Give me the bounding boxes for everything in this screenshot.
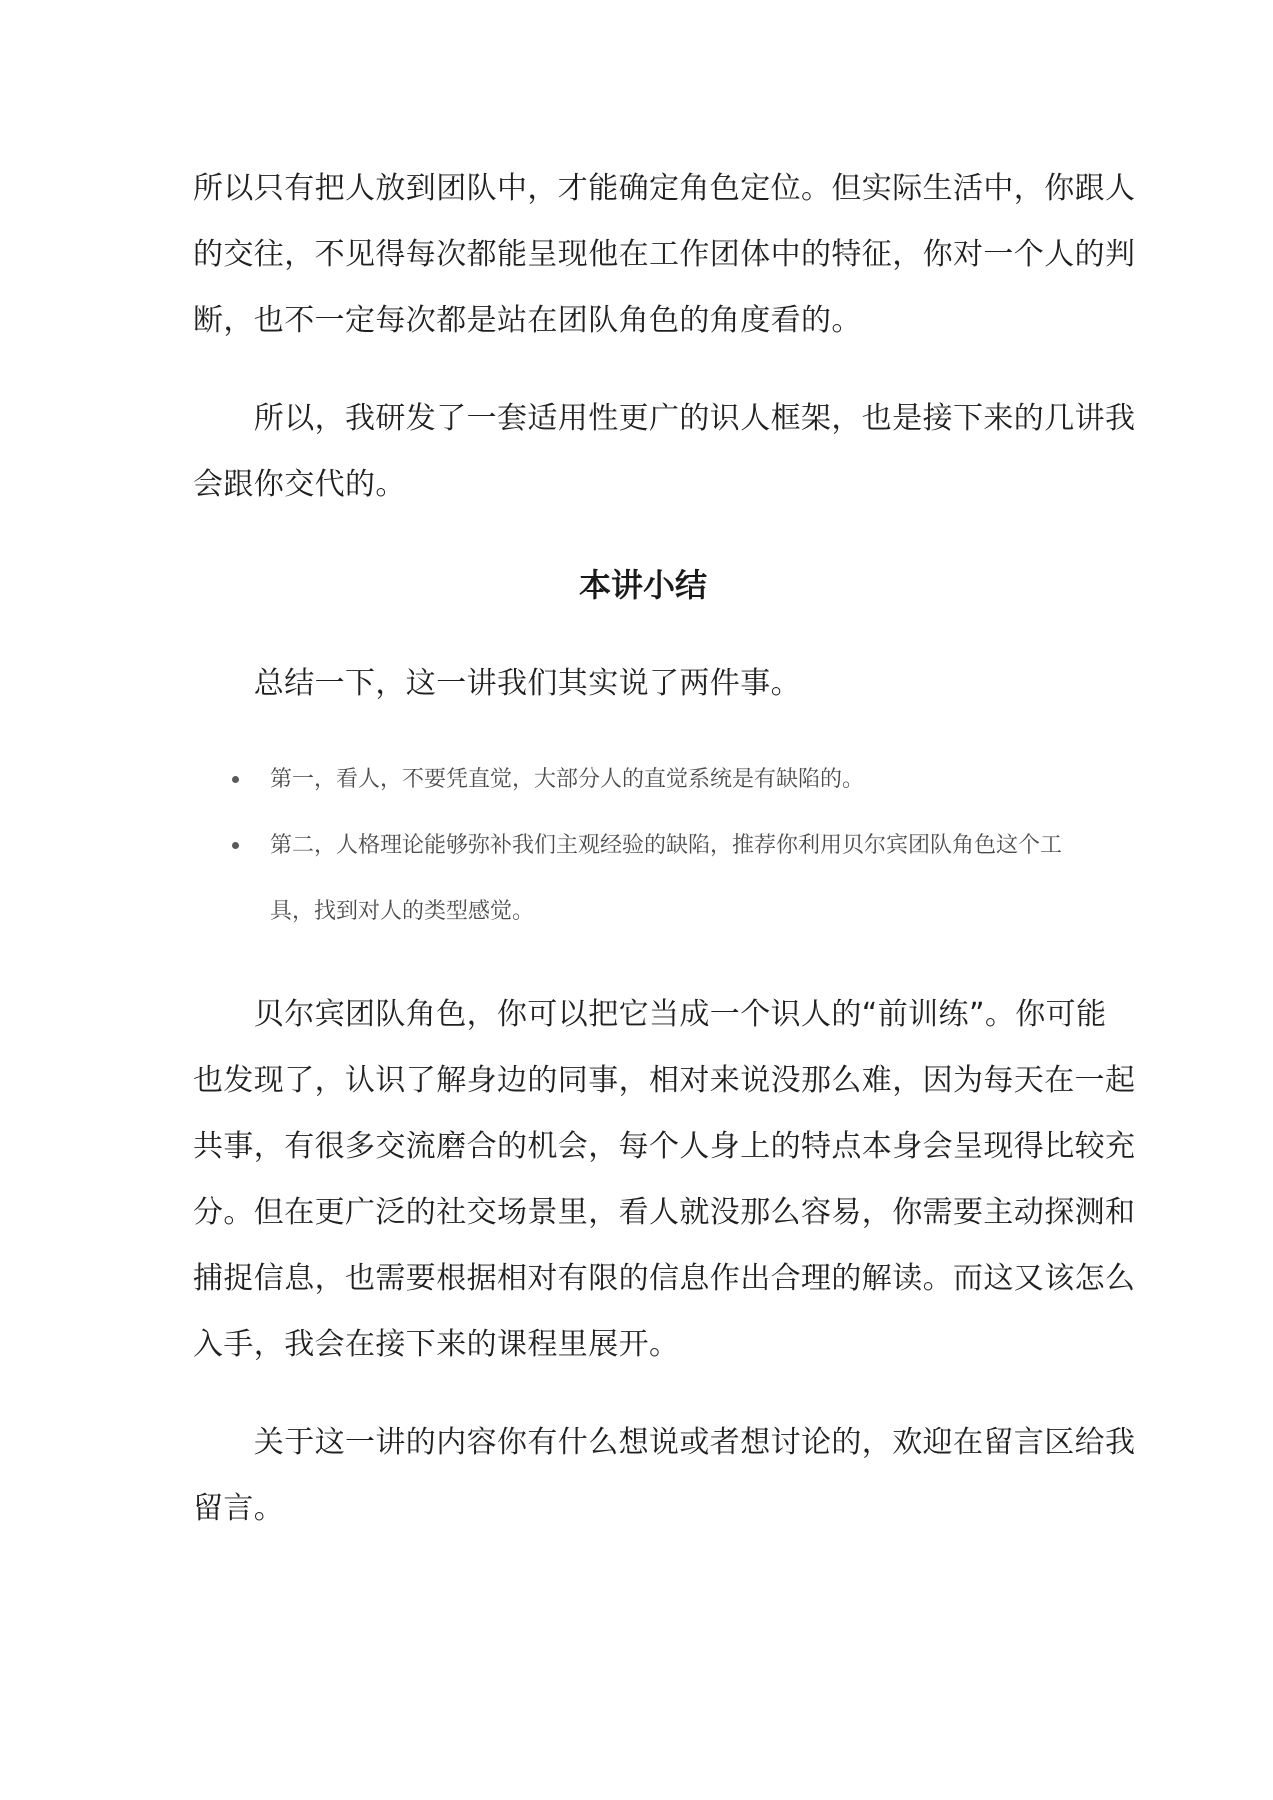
text-line: 留言。 [193, 1491, 285, 1526]
bullet-text-line: 第一，看人，不要凭直觉，大部分人的直觉系统是有缺陷的。 [270, 767, 865, 792]
summary-bullet-item [230, 813, 1100, 945]
paragraph-team-role-context [193, 156, 1136, 354]
bullet-dot-icon [232, 842, 239, 849]
text-line: 断，也不一定每次都是站在团队角色的角度看的。 [193, 303, 862, 338]
bullet-dot-icon [232, 776, 239, 783]
text-line: 捕捉信息，也需要根据相对有限的信息作出合理的解读。而这又该怎么 [193, 1261, 1136, 1296]
bullet-text-line: 具，找到对人的类型感觉。 [270, 899, 535, 924]
bullet-text-line: 第二，人格理论能够弥补我们主观经验的缺陷，推荐你利用贝尔宾团队角色这个工 [270, 833, 1063, 858]
paragraph-belbin-pretraining [193, 982, 1136, 1378]
paragraph-summary-intro [193, 651, 1093, 717]
text-line: 共事，有很多交流磨合的机会，每个人身上的特点本身会呈现得比较充 [193, 1129, 1136, 1164]
paragraph-comment-invite [193, 1410, 1136, 1542]
text-line: 贝尔宾团队角色，你可以把它当成一个识人的“前训练”。你可能 [193, 997, 1107, 1032]
text-line: 关于这一讲的内容你有什么想说或者想讨论的，欢迎在留言区给我 [193, 1425, 1136, 1460]
text-line: 的交往，不见得每次都能呈现他在工作团体中的特征，你对一个人的判 [193, 237, 1136, 272]
text-line: 分。但在更广泛的社交场景里，看人就没那么容易，你需要主动探测和 [193, 1195, 1136, 1230]
text-line: 会跟你交代的。 [193, 467, 406, 502]
summary-bullet-item [230, 747, 1100, 813]
section-heading: 本讲小结 [578, 566, 707, 604]
text-line: 总结一下，这一讲我们其实说了两件事。 [193, 666, 801, 701]
paragraph-framework-intro [193, 386, 1136, 518]
text-line: 入手，我会在接下来的课程里展开。 [193, 1327, 680, 1362]
text-line: 所以只有把人放到团队中，才能确定角色定位。但实际生活中，你跟人 [193, 171, 1136, 206]
text-line: 也发现了，认识了解身边的同事，相对来说没那么难，因为每天在一起 [193, 1063, 1136, 1098]
summary-bullet-list [230, 747, 1100, 945]
text-line: 所以，我研发了一套适用性更广的识人框架，也是接下来的几讲我 [193, 401, 1136, 436]
